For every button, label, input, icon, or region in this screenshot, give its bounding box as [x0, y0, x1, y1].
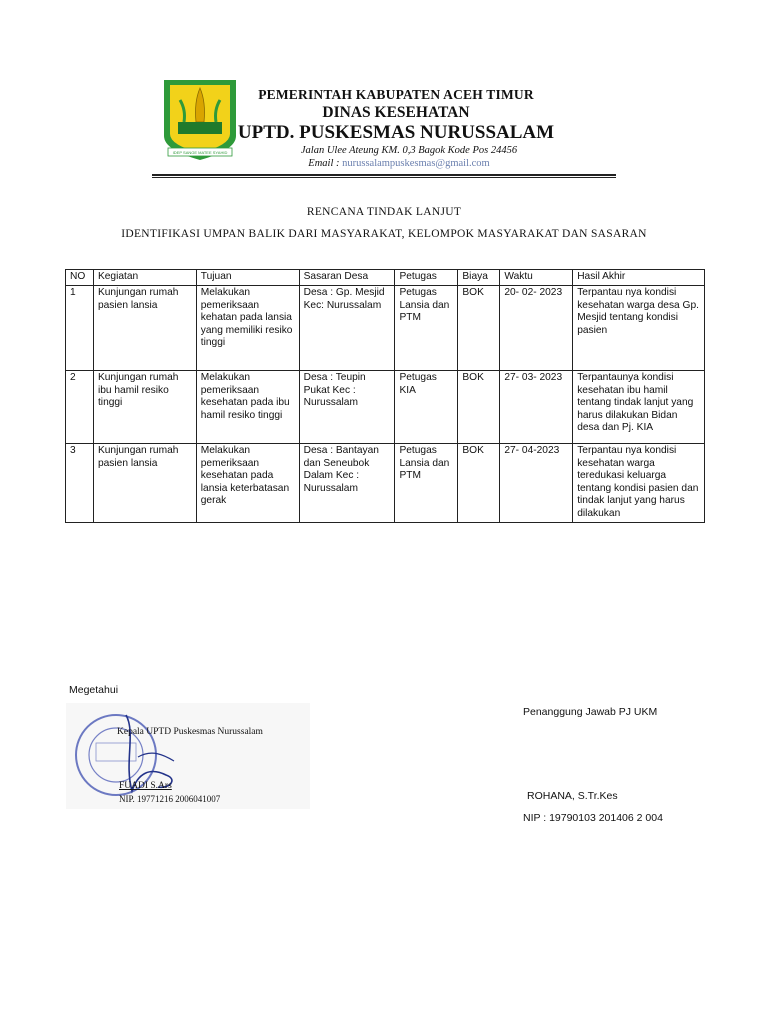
cell-no: 2	[66, 371, 94, 444]
cell-sasaran: Desa : Teupin Pukat Kec : Nurussalam	[299, 371, 395, 444]
table-row	[66, 371, 705, 444]
cell-sasaran: Desa : Gp. Mesjid Kec: Nurussalam	[299, 286, 395, 371]
cell-petugas: Petugas Lansia dan PTM	[395, 286, 458, 371]
signer-name-left: FUADI S.Ars	[119, 781, 172, 791]
header-government: PEMERINTAH KABUPATEN ACEH TIMUR	[258, 87, 534, 102]
table-row	[66, 286, 705, 371]
cell-biaya: BOK	[458, 286, 500, 371]
signer-nip-left: NIP. 19771216 2006041007	[119, 794, 221, 804]
cell-kegiatan: Kunjungan rumah pasien lansia	[93, 444, 196, 523]
email-label: Email :	[308, 158, 340, 169]
cell-hasil: Terpantau nya kondisi kesehatan warga teredukasi keluarga tentang kondisi pasien dan tindak lanjut yang harus dilakukan	[573, 444, 705, 523]
cell-hasil: Terpantaunya kondisi kesehatan ibu hamil tentang tindak lanjut yang harus dilakukan Bidan desa dan Pj. KIA	[573, 371, 705, 444]
header-agency: DINAS KESEHATAN	[322, 104, 470, 121]
col-header-hasil: Hasil Akhir	[573, 270, 705, 286]
letterhead-rule	[152, 174, 616, 178]
document-title: RENCANA TINDAK LANJUT	[306, 206, 462, 218]
header-email-row	[0, 158, 768, 169]
cell-hasil: Terpantau nya kondisi kesehatan warga desa Gp. Mesjid tentang kondisi pasien	[573, 286, 705, 371]
cell-biaya: BOK	[458, 371, 500, 444]
follow-up-plan-table	[65, 269, 705, 523]
cell-tujuan: Melakukan pemeriksaan kesehatan pada ibu hamil resiko tinggi	[196, 371, 299, 444]
cell-kegiatan: Kunjungan rumah pasien lansia	[93, 286, 196, 371]
col-header-petugas: Petugas	[395, 270, 458, 286]
signer-position-left: Kepala UPTD Puskesmas Nurussalam	[117, 727, 263, 737]
table-row	[66, 444, 705, 523]
cell-tujuan: Melakukan pemeriksaan kehatan pada lansia yang memiliki resiko tinggi	[196, 286, 299, 371]
header-institution: UPTD. PUSKESMAS NURUSSALAM	[237, 122, 555, 143]
signer-name-right: ROHANA, S.Tr.Kes	[527, 790, 618, 802]
col-header-waktu: Waktu	[500, 270, 573, 286]
cell-tujuan: Melakukan pemeriksaan kesehatan pada lansia keterbatasan gerak	[196, 444, 299, 523]
table-header-row	[66, 270, 705, 286]
cell-waktu: 27- 04-2023	[500, 444, 573, 523]
document-subtitle: IDENTIFIKASI UMPAN BALIK DARI MASYARAKAT, KELOMPOK MASYARAKAT DAN SASARAN	[121, 228, 647, 240]
col-header-kegiatan: Kegiatan	[93, 270, 196, 286]
col-header-sasaran: Sasaran Desa	[299, 270, 395, 286]
cell-sasaran: Desa : Bantayan dan Seneubok Dalam Kec : Nurussalam	[299, 444, 395, 523]
cell-waktu: 20- 02- 2023	[500, 286, 573, 371]
cell-petugas: Petugas Lansia dan PTM	[395, 444, 458, 523]
col-header-biaya: Biaya	[458, 270, 500, 286]
header-address: Jalan Ulee Ateung KM. 0,3 Bagok Kode Pos 24456	[300, 145, 518, 156]
cell-kegiatan: Kunjungan rumah ibu hamil resiko tinggi	[93, 371, 196, 444]
acknowledged-label: Megetahui	[69, 684, 119, 696]
cell-biaya: BOK	[458, 444, 500, 523]
email-address: nurussalampuskesmas@gmail.com	[342, 158, 490, 169]
cell-petugas: Petugas KIA	[395, 371, 458, 444]
cell-waktu: 27- 03- 2023	[500, 371, 573, 444]
signer-position-right: Penanggung Jawab PJ UKM	[523, 706, 658, 718]
signer-nip-right: NIP : 19790103 201406 2 004	[523, 812, 663, 824]
cell-no: 3	[66, 444, 94, 523]
cell-no: 1	[66, 286, 94, 371]
col-header-tujuan: Tujuan	[196, 270, 299, 286]
col-header-no: NO	[66, 270, 94, 286]
logo-caption: IDEP SANGE MATEE SYAHID	[172, 150, 228, 155]
